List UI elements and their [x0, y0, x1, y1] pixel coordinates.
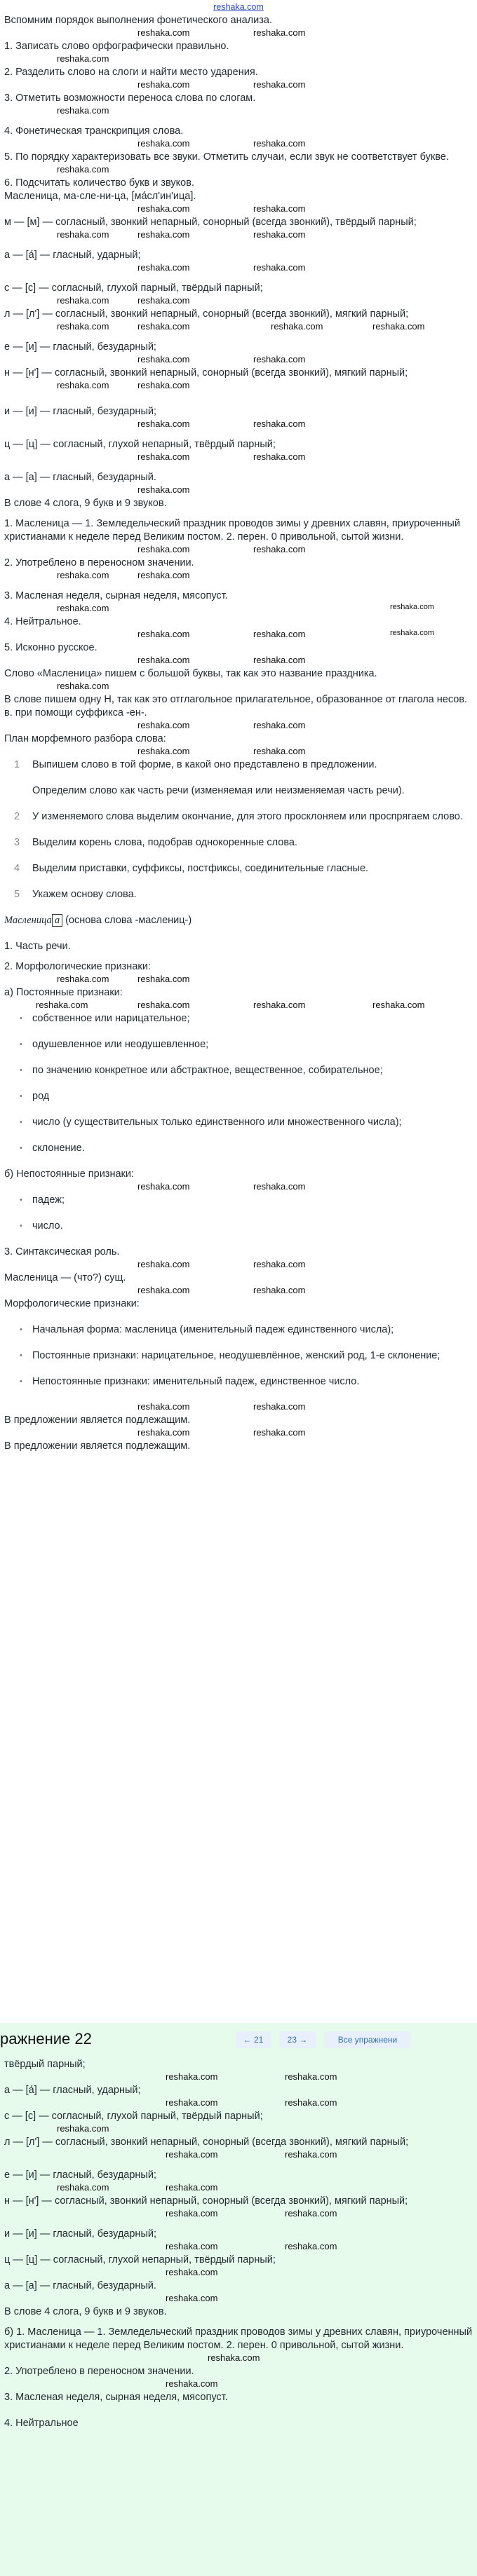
- green-sound: е — [и] — гласный, безударный;: [4, 2169, 156, 2181]
- n-note: В слове пишем одну Н, так как это отглагольное прилагательное, образованное от глагола несов. в. при помощи суффикса -ен-.: [4, 694, 468, 718]
- watermark: reshaka.com: [57, 321, 109, 332]
- list-item: • род: [4, 1090, 473, 1103]
- plan-item: 1 Выпишем слово в той форме, в какой оно представлено в предложении.: [14, 759, 377, 770]
- watermark: reshaka.com: [166, 2378, 218, 2389]
- watermark: reshaka.com: [137, 544, 190, 554]
- step-6: 6. Подсчитать количество букв и звуков.: [4, 177, 194, 189]
- pos-title: 1. Часть речи.: [4, 941, 71, 952]
- word-line: Масленица, ма-сле-ни-ца, [мáсл'ин'ица].: [4, 191, 196, 202]
- watermark: reshaka.com: [137, 321, 190, 332]
- watermark: reshaka.com: [253, 1181, 306, 1192]
- plan-item: 2 У изменяемого слова выделим окончание, для этого просклоняем или проспрягаем слово.: [14, 811, 463, 822]
- green-summary: В слове 4 слога, 9 букв и 9 звуков.: [4, 2306, 167, 2317]
- sound-ts: ц — [ц] — согласный, глухой непарный, твёрдый парный;: [4, 439, 276, 450]
- green-sound: н — [н'] — согласный, звонкий непарный, сонорный (всегда звонкий), мягкий парный;: [4, 2195, 408, 2207]
- green-sound: ц — [ц] — согласный, глухой непарный, твёрдый парный;: [4, 2254, 276, 2265]
- watermark: reshaka.com: [36, 1000, 88, 1010]
- step-3: 3. Отметить возможности переноса слова по слогам.: [4, 93, 256, 104]
- list-item: • Постоянные признаки: нарицательное, неодушевлённое, женский род, 1-е склонение;: [4, 1349, 473, 1363]
- list-item: • склонение.: [4, 1142, 473, 1155]
- green-meaning: 4. Нейтральное: [4, 2418, 79, 2429]
- exercise-nav: [0, 2027, 473, 2051]
- sound-a: а — [á] — гласный, ударный;: [4, 250, 141, 261]
- sound-s: с — [с] — согласный, глухой парный, твёрдый парный;: [4, 282, 263, 294]
- subject-line: В предложении является подлежащим.: [4, 1440, 191, 1452]
- watermark: reshaka.com: [166, 2071, 218, 2082]
- subject-line: В предложении является подлежащим.: [4, 1415, 191, 1426]
- watermark: reshaka.com: [137, 451, 190, 462]
- watermark: reshaka.com: [253, 27, 306, 38]
- step-4: 4. Фонетическая транскрипция слова.: [4, 125, 184, 137]
- green-meaning: 2. Употреблено в переносном значении.: [4, 2366, 194, 2377]
- variable-list: [4, 1194, 473, 1233]
- list-item: • Начальная форма: масленица (именительный падеж единственного числа);: [4, 1323, 473, 1337]
- green-meaning: 3. Масленая неделя, сырная неделя, мясопуст.: [4, 2392, 228, 2403]
- list-item: • число.: [4, 1220, 473, 1233]
- constant-list: [4, 1012, 473, 1155]
- analysis-line: Масленица — (что?) сущ.: [4, 1272, 126, 1283]
- watermark: reshaka.com: [57, 2182, 109, 2193]
- watermark: reshaka.com: [253, 418, 306, 429]
- watermark: reshaka.com: [137, 974, 190, 984]
- watermark: reshaka.com: [253, 138, 306, 149]
- sound-e: е — [и] — гласный, безударный;: [4, 341, 156, 353]
- watermark: reshaka.com: [253, 746, 306, 756]
- prev-exercise-button[interactable]: ← 21: [236, 2031, 271, 2048]
- morph-features-title: 2. Морфологические признаки:: [4, 961, 151, 972]
- watermark: reshaka.com: [137, 138, 190, 149]
- watermark: reshaka.com: [253, 544, 306, 554]
- sound-i: и — [и] — гласный, безударный;: [4, 406, 156, 417]
- watermark: reshaka.com: [57, 681, 109, 691]
- watermark: reshaka.com: [137, 262, 190, 273]
- watermark: reshaka.com: [137, 720, 190, 730]
- green-sound: и — [и] — гласный, безударный;: [4, 2228, 156, 2240]
- watermark: reshaka.com: [253, 203, 306, 214]
- sound-a2: а — [а] — гласный, безударный.: [4, 472, 156, 483]
- watermark: reshaka.com: [137, 1401, 190, 1412]
- watermark: reshaka.com: [137, 570, 190, 580]
- list-item: • число (у существительных только единственного или множественного числа);: [4, 1116, 473, 1129]
- plan-item: 5 Укажем основу слова.: [14, 889, 137, 900]
- variable-title: б) Непостоянные признаки:: [4, 1168, 134, 1180]
- watermark: reshaka.com: [137, 380, 190, 390]
- watermark: reshaka.com: [285, 2071, 337, 2082]
- watermark: reshaka.com: [253, 1285, 306, 1295]
- watermark: reshaka.com: [253, 720, 306, 730]
- green-sound: а — [а] — гласный, безударный.: [4, 2280, 156, 2291]
- list-item: • Непостоянные признаки: именительный падеж, единственное число.: [4, 1375, 473, 1389]
- watermark: reshaka.com: [137, 1000, 190, 1010]
- intro-text: Вспомним порядок выполнения фонетического анализа.: [4, 15, 272, 26]
- watermark: reshaka.com: [253, 1401, 306, 1412]
- sound-n: н — [н'] — согласный, звонкий непарный, сонорный (всегда звонкий), мягкий парный;: [4, 367, 408, 379]
- word-ending: а: [52, 914, 62, 927]
- meaning-5: 5. Исконно русское.: [4, 642, 98, 653]
- watermark: reshaka.com: [57, 2123, 109, 2134]
- sound-m: м — [м] — согласный, звонкий непарный, сонорный (всегда звонкий), твёрдый парный;: [4, 217, 417, 228]
- step-5: 5. По порядку характеризовать все звуки. Отметить случаи, если звук не соответствует букве.: [4, 151, 449, 163]
- morph-signs-title: Морфологические признаки:: [4, 1298, 140, 1309]
- watermark: reshaka.com: [57, 603, 109, 613]
- watermark: reshaka.com: [253, 655, 306, 665]
- green-sound: с — [с] — согласный, глухой парный, твёрдый парный;: [4, 2111, 263, 2122]
- watermark: reshaka.com: [57, 105, 109, 116]
- watermark: reshaka.com: [137, 484, 190, 495]
- watermark: reshaka.com: [137, 1285, 190, 1295]
- watermark: reshaka.com: [57, 164, 109, 175]
- green-first: твёрдый парный;: [4, 2059, 86, 2070]
- plan-item: 3 Выделим корень слова, подобрав однокоренные слова.: [14, 837, 297, 848]
- watermark: reshaka.com: [271, 321, 323, 332]
- site-link[interactable]: reshaka.com: [213, 2, 264, 12]
- watermark: reshaka.com: [57, 229, 109, 240]
- watermark: reshaka.com: [166, 2293, 218, 2303]
- list-item: • по значению конкретное или абстрактное, вещественное, собирательное;: [4, 1064, 473, 1077]
- meaning-4: 4. Нейтральное.: [4, 616, 81, 627]
- watermark: reshaka.com: [137, 1181, 190, 1192]
- watermark: reshaka.com: [166, 2182, 218, 2193]
- sound-l: л — [л'] — согласный, звонкий непарный, сонорный (всегда звонкий), мягкий парный;: [4, 308, 409, 320]
- watermark: reshaka.com: [285, 2241, 337, 2251]
- meaning-3: 3. Масленая неделя, сырная неделя, мясопуст.: [4, 590, 228, 601]
- syntax-title: 3. Синтаксическая роль.: [4, 1246, 120, 1258]
- list-item: • одушевленное или неодушевленное;: [4, 1038, 473, 1051]
- summary: В слове 4 слога, 9 букв и 9 звуков.: [4, 498, 167, 509]
- watermark: reshaka.com: [253, 354, 306, 364]
- watermark: reshaka.com: [372, 1000, 425, 1010]
- watermark: reshaka.com: [57, 380, 109, 390]
- watermark: reshaka.com: [137, 1427, 190, 1438]
- stem-note: (основа слова -маслениц-): [65, 915, 192, 926]
- list-item: • падеж;: [4, 1194, 473, 1207]
- watermark: reshaka.com: [137, 655, 190, 665]
- watermark: reshaka.com: [253, 79, 306, 90]
- watermark: reshaka.com: [253, 1000, 306, 1010]
- watermark: reshaka.com: [372, 321, 425, 332]
- watermark: reshaka.com: [137, 1259, 190, 1269]
- watermark: reshaka.com: [253, 262, 306, 273]
- capital-note: Слово «Масленица» пишем с большой буквы, так как это название праздника.: [4, 668, 377, 679]
- watermark: reshaka.com: [57, 974, 109, 984]
- watermark: reshaka.com: [166, 2149, 218, 2160]
- watermark: reshaka.com: [166, 2208, 218, 2219]
- green-sound: л — [л'] — согласный, звонкий непарный, сонорный (всегда звонкий), мягкий парный;: [4, 2137, 409, 2148]
- watermark: reshaka.com: [137, 203, 190, 214]
- step-2: 2. Разделить слово на слоги и найти место ударения.: [4, 67, 258, 78]
- list-item: • собственное или нарицательное;: [4, 1012, 473, 1025]
- meaning-2: 2. Употреблено в переносном значении.: [4, 557, 194, 568]
- watermark: reshaka.com: [166, 2241, 218, 2251]
- watermark: reshaka.com: [208, 2352, 260, 2363]
- green-sound: а — [á] — гласный, ударный;: [4, 2085, 141, 2096]
- constant-title: а) Постоянные признаки:: [4, 987, 123, 998]
- green-panel: [0, 2023, 477, 2576]
- all-exercises-button[interactable]: Все упражнени: [324, 2031, 411, 2048]
- watermark: reshaka.com: [137, 27, 190, 38]
- watermark: reshaka.com: [137, 79, 190, 90]
- watermark: reshaka.com: [137, 629, 190, 639]
- watermark: reshaka.com: [57, 295, 109, 306]
- meaning-1: 1. Масленица — 1. Земледельческий праздник проводов зимы у древних славян, приуроченный христианами к неделе перед Великим постом. 2. перен. 0 привольной, сытой жизни.: [4, 518, 460, 543]
- watermark: reshaka.com: [390, 603, 434, 611]
- watermark: reshaka.com: [137, 418, 190, 429]
- morph-plan-list: [4, 758, 473, 901]
- watermark: reshaka.com: [390, 629, 434, 637]
- watermark: reshaka.com: [253, 229, 306, 240]
- watermark: reshaka.com: [166, 2097, 218, 2108]
- step-1: 1. Записать слово орфографически правильно.: [4, 41, 229, 52]
- watermark: reshaka.com: [137, 746, 190, 756]
- watermark: reshaka.com: [285, 2208, 337, 2219]
- plan-item: 4 Выделим приставки, суффиксы, постфиксы, соединительные гласные.: [14, 863, 369, 874]
- exercise-title: ражнение 22: [0, 2030, 92, 2047]
- analysis-list: [4, 1323, 473, 1389]
- next-exercise-button[interactable]: 23 →: [279, 2031, 316, 2048]
- watermark: reshaka.com: [285, 2149, 337, 2160]
- word-stem: Масленица: [4, 915, 52, 926]
- watermark: reshaka.com: [285, 2097, 337, 2108]
- watermark: reshaka.com: [253, 1259, 306, 1269]
- watermark: reshaka.com: [166, 2267, 218, 2277]
- watermark: reshaka.com: [137, 229, 190, 240]
- watermark: reshaka.com: [253, 451, 306, 462]
- green-meaning: б) 1. Масленица — 1. Земледельческий праздник проводов зимы у древних славян, приуроченный христианами к неделе перед Великим постом. 2. перен. 0 привольной, сытой жизни.: [4, 2326, 473, 2351]
- watermark: reshaka.com: [253, 629, 306, 639]
- watermark: reshaka.com: [57, 570, 109, 580]
- watermark: reshaka.com: [137, 295, 190, 306]
- morph-word: [4, 914, 473, 927]
- watermark: reshaka.com: [57, 53, 109, 64]
- watermark: reshaka.com: [137, 354, 190, 364]
- morph-plan-title: План морфемного разбора слова:: [4, 733, 166, 744]
- watermark: reshaka.com: [253, 1427, 306, 1438]
- plan-item: Определим слово как часть речи (изменяемая или неизменяемая часть речи).: [32, 785, 405, 796]
